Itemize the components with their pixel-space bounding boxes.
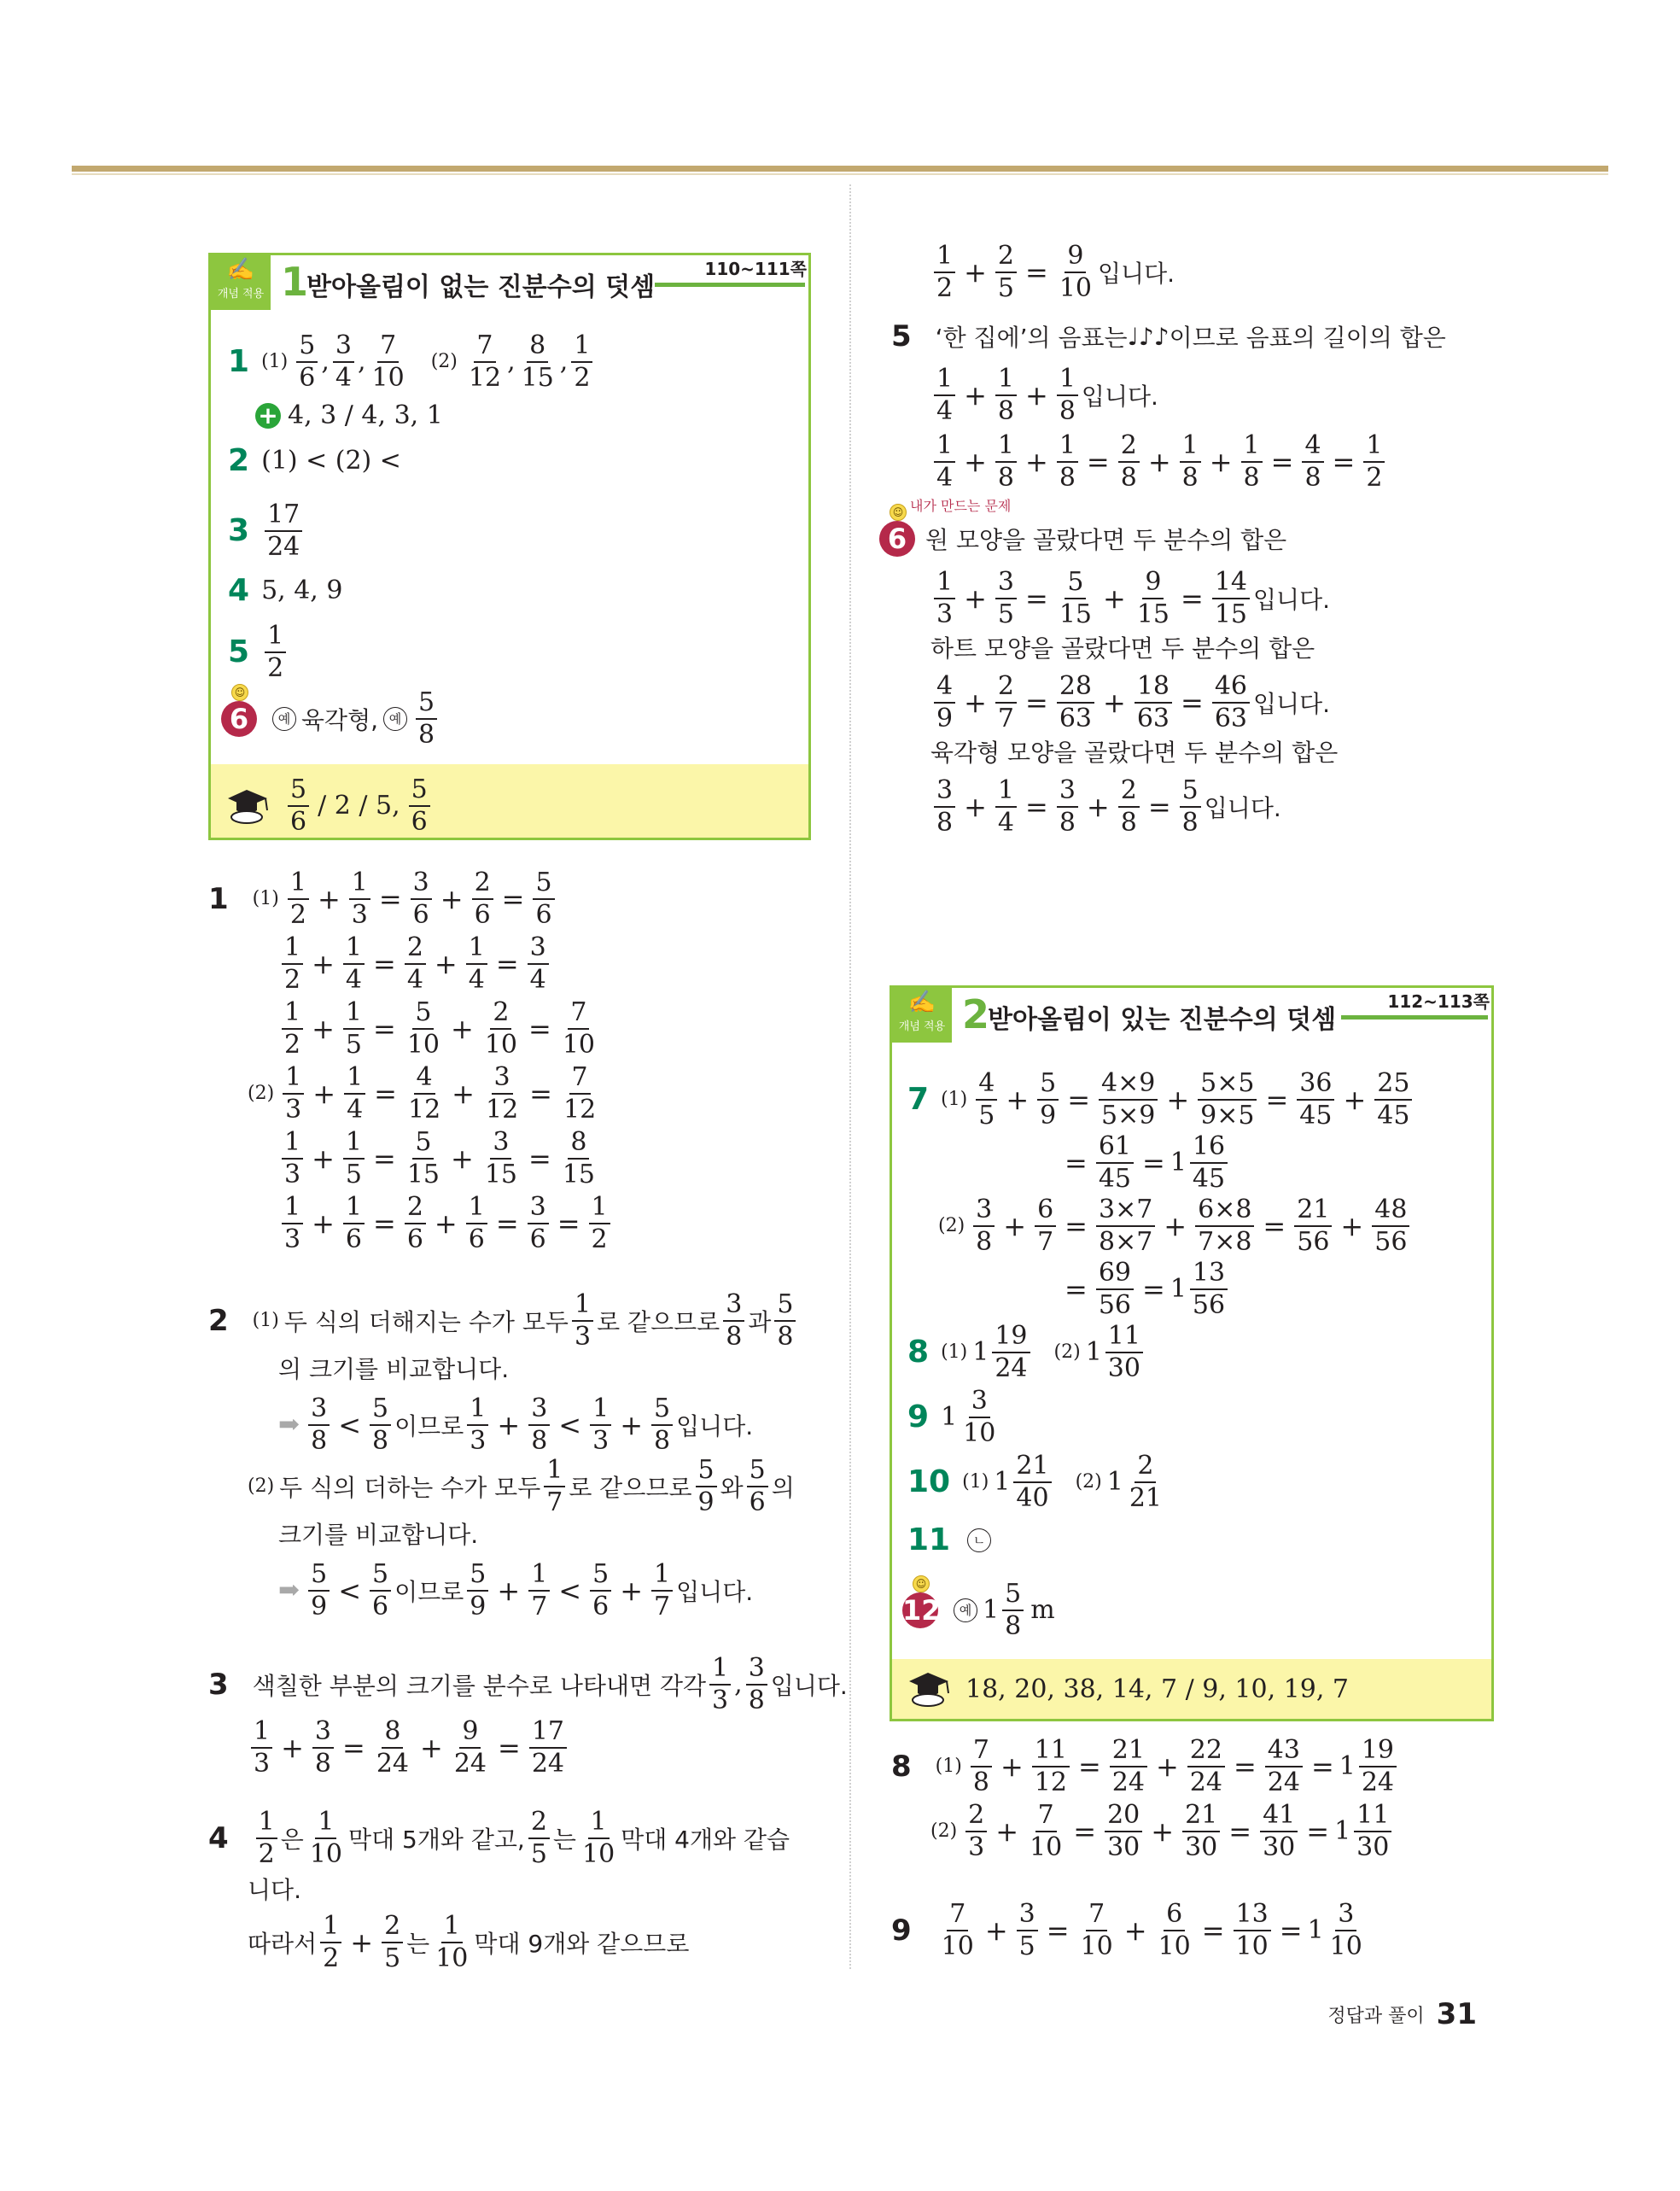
solution-3-row-2: 1 3 + $\frac{3}{8}$ = $\frac{8}{24}$ + $\frac{9}{24}$ = $\frac{17}{24}$: [248, 1718, 570, 1777]
box-number: 1: [281, 259, 309, 305]
sub-label: (2): [430, 351, 458, 372]
answer-number: 1: [228, 344, 250, 379]
answer-text: 5, 4, 9: [261, 576, 343, 605]
fraction: 5 8: [416, 689, 437, 748]
sub-label: (1): [261, 351, 289, 372]
solution-number: 1: [208, 881, 229, 916]
box-header: [892, 988, 1491, 1043]
solution-1-row-4: (2) 1 3 + $\frac{1}{4}$ = $\frac{4}{12}$ + $\frac{3}{12}$ = $\frac{7}{12}$: [248, 1062, 597, 1125]
answer-8: 8 (1) 1 19 24 (2) 1 11 30: [907, 1323, 1146, 1382]
concept-badge: [211, 255, 271, 310]
box-footer: [211, 764, 808, 838]
box-title: 받아올림이 있는 진분수의 덧셈: [988, 1005, 1337, 1035]
solution-number: 9: [891, 1913, 912, 1948]
answer-text: (1) < (2) <: [261, 446, 401, 476]
answer-2: [228, 443, 401, 478]
answer-5: [228, 622, 289, 681]
solution-6-row-4: 4 9 + $\frac{2}{7}$ = $\frac{28}{63}$ + $\frac{18}{63}$ = $\frac{46}{63}$ 입니다.: [930, 673, 1330, 732]
solution-2-row-3: ➡ 3 8 < 5 8 이므로 1 3 + $\frac{3}{8}$ < 1 3 + $\frac{5}{8}$ 입니다.: [278, 1393, 754, 1456]
fraction: 5 6: [409, 776, 430, 835]
solution-number: 4: [208, 1820, 229, 1855]
solution-2-row-2: 의 크기를 비교합니다.: [278, 1355, 510, 1383]
answer-7-row-3: (2) 3 8 + $\frac{6}{7}$ = $\frac{3\times 7}{8\times 7}$ + $\frac{6\times 8}{7\times 8}$ = $\frac{21}{56}$ + $\frac{48}{56}$: [938, 1196, 1413, 1255]
answer-7-row-1: 7 (1) 4 5 + $\frac{5}{9}$ = $\frac{4\times 9}{5\times 9}$ + $\frac{5\times 5}{9\times 5}$ = $\frac{36}{45}$ + $\frac{25}{45}$: [907, 1070, 1415, 1129]
arrow-icon: ➡: [278, 1410, 300, 1440]
solution-4-row-3: 따라서 1 2 + $\frac{2}{5}$ 는 1 10 막대 9개와 같으므로: [248, 1911, 690, 1973]
answer-number: 8: [907, 1335, 930, 1370]
example-mark: 예: [272, 707, 296, 731]
answer-number: 7: [907, 1082, 930, 1117]
smile-icon: ☺: [890, 504, 907, 521]
solution-3-row-1: 3 색칠한 부분의 크기를 분수로 나타내면 각각 1 3 , 3 8 입니다.: [208, 1653, 848, 1715]
fraction: 8 15: [521, 330, 554, 393]
creative-problem-badge: ☺ 6: [879, 521, 915, 557]
answer-3: [228, 501, 306, 560]
creative-problem-badge: ☺ 6: [221, 701, 257, 737]
solution-1-row-5: 1 3 + $\frac{1}{5}$ = $\frac{5}{15}$ + $\frac{3}{15}$ = $\frac{8}{15}$: [278, 1129, 601, 1188]
answer-1: 1 (1) 5 6 , 3 4 , 7 10 (2) 7 12 , 8 15 , 1 2: [228, 332, 596, 391]
solution-9: 9 7 10 + $\frac{3}{5}$ = $\frac{7}{10}$ + $\frac{6}{10}$ = $\frac{13}{10}$ = 1 $\frac{3}{10}$: [891, 1899, 1362, 1961]
title-underline: [655, 283, 805, 287]
top-rule-light: [72, 173, 1608, 175]
answer-number: 10: [907, 1464, 951, 1499]
graduate-icon: [906, 1671, 954, 1707]
answer-number: 5: [228, 634, 250, 669]
solution-1-row-3: 1 2 + $\frac{1}{5}$ = $\frac{5}{10}$ + $\frac{2}{10}$ = $\frac{7}{10}$: [278, 999, 601, 1058]
fraction: 5 6: [296, 332, 318, 391]
fraction: 1 2: [265, 622, 286, 681]
creative-problem-badge: ☺ 12: [902, 1592, 938, 1628]
title-underline: [1341, 1015, 1488, 1020]
pencil-hand-icon: ✍: [226, 257, 255, 283]
solution-number: 8: [891, 1749, 912, 1784]
box-number: 2: [962, 991, 990, 1037]
badge-label: 개념 적용: [898, 1020, 946, 1033]
solution-1-row-2: 1 2 + $\frac{1}{4}$ = $\frac{2}{4}$ + $\frac{1}{4}$ = $\frac{3}{4}$: [278, 934, 552, 993]
fraction: 5 6: [288, 776, 309, 835]
top-rule: [72, 166, 1608, 172]
concept-badge: [892, 988, 952, 1043]
solution-2-row-5: 크기를 비교합니다.: [278, 1521, 479, 1549]
answer-7-row-4: = $\frac{69}{56}$ = 1 $\frac{13}{56}$: [1059, 1259, 1231, 1318]
smile-icon: ☺: [231, 684, 248, 701]
solution-6-row-6: 3 8 + $\frac{1}{4}$ = $\frac{3}{8}$ + $\frac{2}{8}$ = $\frac{5}{8}$ 입니다.: [930, 777, 1281, 836]
answer-11: [907, 1522, 996, 1557]
solution-4-continued: 1 2 + $\frac{2}{5}$ = $\frac{9}{10}$ 입니다.: [930, 242, 1175, 301]
answer-number: 11: [907, 1522, 951, 1557]
fraction: 17 24: [265, 501, 302, 560]
answer-6: [221, 686, 440, 750]
fraction: 7 12: [468, 330, 502, 393]
graduate-icon: [225, 788, 272, 824]
solution-6-row-3: 하트 모양을 골랐다면 두 분수의 합은: [930, 634, 1315, 663]
solution-2-row-1: 2 (1) 두 식의 더해지는 수가 모두 1 3 로 같으므로 3 8 과 5 8: [208, 1291, 799, 1350]
answer-9: 9 1 3 10: [907, 1386, 996, 1448]
box-footer: [892, 1659, 1491, 1719]
page-range: 112~113쪽: [1387, 991, 1490, 1012]
solution-6-row-2: 1 3 + $\frac{3}{5}$ = $\frac{5}{15}$ + $\frac{9}{15}$ = $\frac{14}{15}$ 입니다.: [930, 569, 1330, 628]
music-notes-icon: ♩♪♪: [1127, 322, 1170, 351]
solution-4-row-2: 니다.: [248, 1876, 301, 1904]
fraction: 3 4: [333, 332, 354, 391]
footer-text: 18, 20, 38, 14, 7 / 9, 10, 19, 7: [965, 1674, 1349, 1704]
answer-4: [228, 573, 342, 608]
box-title: 받아올림이 없는 진분수의 덧셈: [306, 272, 656, 302]
plus-answer: 4, 3 / 4, 3, 1: [288, 400, 443, 430]
solution-2-row-4: (2) 두 식의 더하는 수가 모두 1 7 로 같으므로 5 9 와 5 6 의: [248, 1455, 795, 1517]
answer-number: 4: [228, 573, 250, 608]
footer-label: 정답과 풀이: [1327, 2005, 1425, 2027]
answer-10: 10 (1) 1 21 40 (2) 1 2 21: [907, 1451, 1163, 1513]
page-footer: [1327, 1997, 1477, 2031]
footer-answer: [906, 1671, 1349, 1707]
answer-number: 2: [228, 443, 250, 478]
solution-5-row-2: 1 4 + $\frac{1}{8}$ + $\frac{1}{8}$ 입니다.: [930, 365, 1158, 424]
solution-8-row-2: (2) 2 3 + $\frac{7}{10}$ = $\frac{20}{30}$ + $\frac{21}{30}$ = $\frac{41}{30}$ = 1 $\frac{11}{30}$: [930, 1802, 1395, 1861]
solution-1-row-6: 1 3 + $\frac{1}{6}$ = $\frac{2}{6}$ + $\frac{1}{6}$ = $\frac{3}{6}$ = $\frac{1}{2}$: [278, 1194, 614, 1253]
example-mark: 예: [383, 707, 407, 731]
solution-8-row-1: 8 (1) 7 8 + $\frac{11}{12}$ = $\frac{21}{24}$ + $\frac{22}{24}$ = $\frac{43}{24}$ = 1 $\frac{19}{24}$: [891, 1737, 1400, 1796]
solution-6-row-1: ☺ 6 원 모양을 골랐다면 두 분수의 합은: [879, 521, 1286, 557]
answer-7-row-2: = $\frac{61}{45}$ = 1 $\frac{16}{45}$: [1059, 1133, 1231, 1192]
solution-number: 3: [208, 1667, 229, 1702]
page-number: 31: [1436, 1997, 1477, 2031]
answer-1-plus: [255, 400, 443, 430]
box-header: [211, 255, 808, 310]
page-range: 110~111쪽: [704, 259, 807, 279]
concept-box-2: [890, 985, 1494, 1721]
column-separator: [849, 184, 851, 1969]
footer-text: / 2 / 5,: [318, 791, 400, 821]
fraction: 1 2: [571, 332, 592, 391]
pencil-hand-icon: ✍: [907, 990, 936, 1015]
concept-box-1: [208, 253, 811, 840]
solution-6-row-5: 육각형 모양을 골랐다면 두 분수의 합은: [930, 739, 1339, 767]
fraction: 7 10: [371, 330, 405, 393]
answer-text: 육각형,: [301, 705, 379, 734]
answer-12: ☺ 12 예 1 5 8 m: [902, 1580, 1055, 1639]
creative-problem-note: 내가 만드는 문제: [910, 498, 1012, 514]
answer-choice: ㄴ: [967, 1528, 991, 1552]
solution-1-row-1: 1 (1) 1 2 + $\frac{1}{3}$ = $\frac{3}{6}$ + $\frac{2}{6}$ = $\frac{5}{6}$: [208, 869, 558, 928]
answer-number: 3: [228, 513, 250, 548]
solution-5-row-3: 1 4 + $\frac{1}{8}$ + $\frac{1}{8}$ = $\frac{2}{8}$ + $\frac{1}{8}$ + $\frac{1}{8}$ = $\frac{4}{8}$ = $\frac{1}{2}$: [930, 432, 1388, 491]
example-mark: 예: [954, 1598, 977, 1622]
solution-4-row-1: 4 1 2 은 1 10 막대 5개와 같고, 2 5 는 1 10 막대 4개와 같습: [208, 1807, 790, 1869]
badge-label: 개념 적용: [217, 288, 265, 301]
solution-number: 5: [891, 319, 912, 353]
solution-2-row-6: ➡ 5 9 < 5 6 이므로 5 9 + $\frac{1}{7}$ < 5 6 + $\frac{1}{7}$ 입니다.: [278, 1559, 754, 1621]
plus-icon: +: [255, 403, 281, 429]
solution-5-row-1: 5 ‘한 집에’의 음표는 ♩♪♪ 이므로 음표의 길이의 합은: [891, 319, 1446, 353]
arrow-icon: ➡: [278, 1575, 300, 1605]
answer-number: 9: [907, 1399, 930, 1434]
solution-number: 2: [208, 1303, 229, 1338]
footer-answer: [225, 776, 434, 835]
smile-icon: ☺: [913, 1575, 930, 1592]
